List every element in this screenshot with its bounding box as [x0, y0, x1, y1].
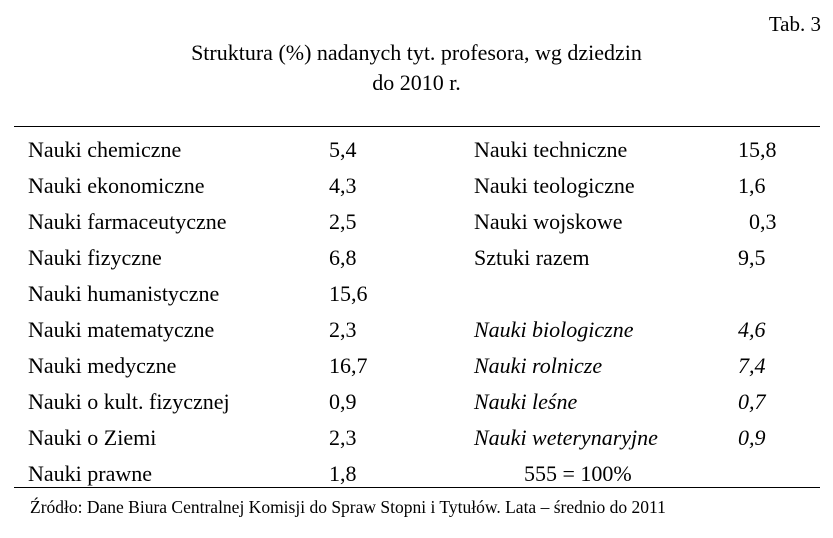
title-line-2: do 2010 r. — [372, 70, 461, 95]
right-row-value: 0,3 — [738, 209, 777, 234]
left-row-value: 4,3 — [329, 173, 357, 198]
right-row-value: 1,6 — [738, 173, 766, 198]
right-row-value: 15,8 — [738, 137, 777, 162]
left-row-value: 5,4 — [329, 137, 357, 162]
right-italic-row-name: Nauki leśne — [474, 389, 578, 414]
right-italic-row-value: 0,9 — [738, 425, 766, 450]
source-note: Źródło: Dane Biura Centralnej Komisji do Spraw Stopni i Tytułów. Lata – średnio do 2011 — [30, 497, 666, 517]
right-italic-row-value: 4,6 — [738, 317, 766, 342]
table-title — [0, 38, 833, 98]
left-row-name: Nauki chemiczne — [28, 137, 182, 162]
table-total: 555 = 100% — [524, 461, 632, 486]
right-row-name: Sztuki razem — [474, 245, 590, 270]
right-italic-row-name: Nauki rolnicze — [474, 353, 603, 378]
left-row-value: 16,7 — [329, 353, 368, 378]
title-line-1: Struktura (%) nadanych tyt. profesora, wg dziedzin — [191, 40, 642, 65]
right-italic-row-name: Nauki biologiczne — [474, 317, 634, 342]
left-row-value: 1,8 — [329, 461, 357, 486]
left-row-name: Nauki fizyczne — [28, 245, 162, 270]
right-italic-row-value: 7,4 — [738, 353, 766, 378]
left-row-name: Nauki humanistyczne — [28, 281, 220, 306]
left-row-name: Nauki medyczne — [28, 353, 177, 378]
right-italic-row-name: Nauki weterynaryjne — [474, 425, 658, 450]
table-bottom-rule — [14, 487, 820, 488]
left-row-name: Nauki prawne — [28, 461, 153, 486]
left-row-name: Nauki ekonomiczne — [28, 173, 205, 198]
left-row-name: Nauki o kult. fizycznej — [28, 389, 230, 414]
left-row-value: 15,6 — [329, 281, 368, 306]
table-top-rule — [14, 126, 820, 127]
left-row-name: Nauki matematyczne — [28, 317, 215, 342]
right-row-name: Nauki teologiczne — [474, 173, 635, 198]
left-row-value: 2,3 — [329, 425, 357, 450]
table-number-label: Tab. 3 — [768, 12, 821, 36]
left-row-value: 0,9 — [329, 389, 357, 414]
right-row-value: 9,5 — [738, 245, 766, 270]
left-row-value: 2,3 — [329, 317, 357, 342]
left-row-value: 2,5 — [329, 209, 357, 234]
right-row-name: Nauki techniczne — [474, 137, 628, 162]
right-italic-row-value: 0,7 — [738, 389, 766, 414]
left-row-value: 6,8 — [329, 245, 357, 270]
right-row-name: Nauki wojskowe — [474, 209, 623, 234]
left-row-name: Nauki farmaceutyczne — [28, 209, 227, 234]
left-row-name: Nauki o Ziemi — [28, 425, 157, 450]
